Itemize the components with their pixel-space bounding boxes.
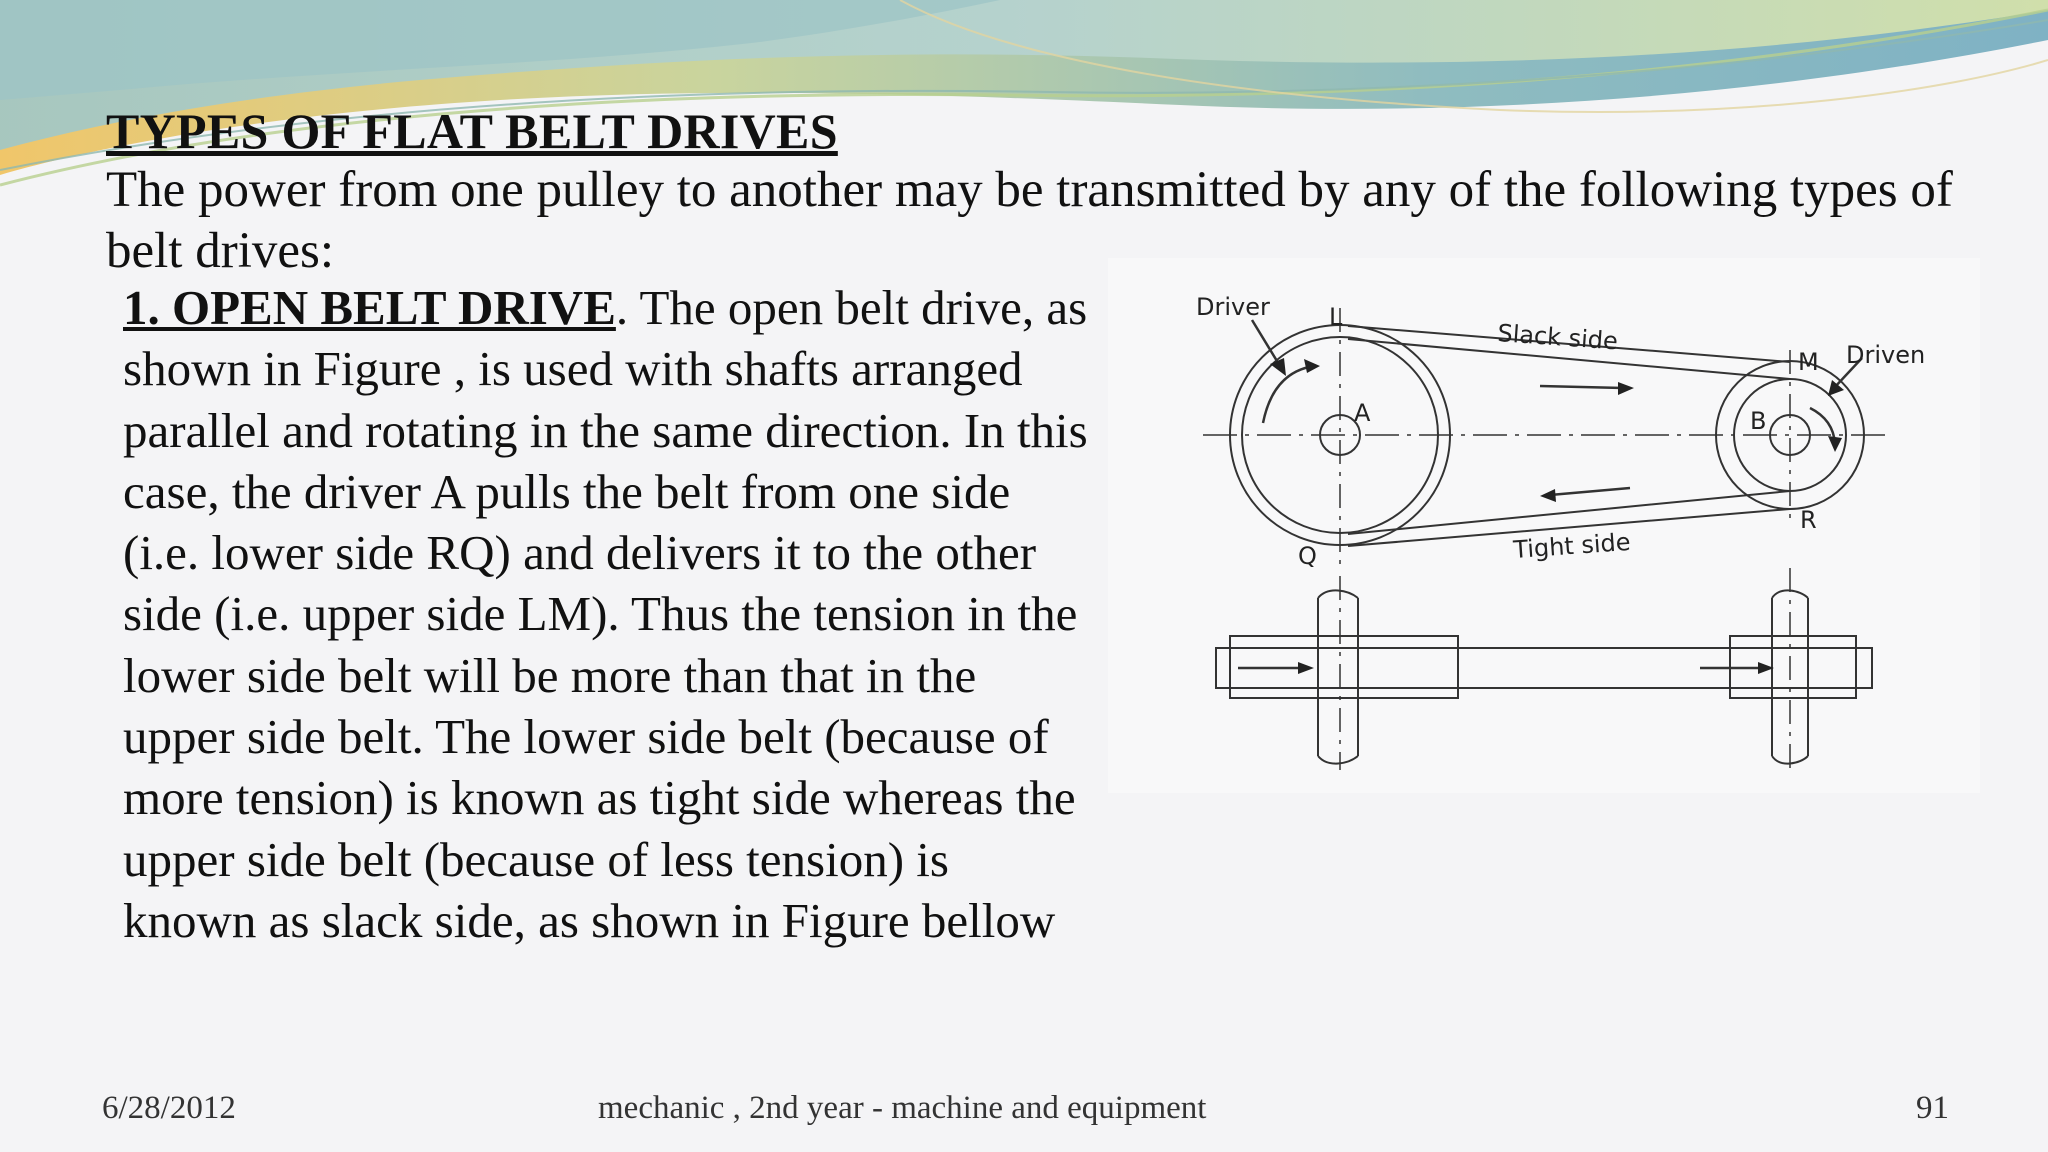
section-heading: 1. OPEN BELT DRIVE bbox=[123, 280, 616, 335]
label-driver: Driver bbox=[1196, 293, 1270, 321]
driver-rotation-arrow bbox=[1263, 366, 1314, 423]
open-belt-drive-paragraph bbox=[123, 277, 1093, 951]
label-driven: Driven bbox=[1846, 341, 1926, 369]
driver-pointer bbox=[1252, 320, 1280, 366]
shaft-a-breaks bbox=[1318, 590, 1358, 763]
slack-arrowhead bbox=[1618, 382, 1634, 395]
driver-pointer-arrowhead bbox=[1270, 358, 1286, 376]
section-body: . The open belt drive, as shown in Figure , is used with shafts arranged parallel and rotating in the same direction. In this case, the driver A pulls the belt from one side (i.e. lower side RQ) and delivers it to the other side (i.e. upper side LM). Thus the tension in the lower side belt will be more than that in the upper side belt. The lower side belt (because of more tension) is known as tight side whereas the upper side belt (because of less tension) is known as slack side, as shown in Figure bellow bbox=[123, 280, 1088, 948]
label-b: B bbox=[1750, 407, 1767, 435]
label-a: A bbox=[1354, 399, 1371, 427]
label-slack-side: Slack side bbox=[1496, 319, 1619, 356]
label-r: R bbox=[1800, 506, 1817, 534]
slide-title: TYPES OF FLAT BELT DRIVES bbox=[106, 103, 838, 159]
label-q: Q bbox=[1298, 542, 1317, 570]
open-belt-drive-diagram bbox=[1108, 258, 1980, 793]
tight-arrowhead bbox=[1540, 489, 1556, 502]
shaft-a bbox=[1318, 598, 1358, 756]
side-arrowhead-left bbox=[1298, 662, 1314, 674]
label-m: M bbox=[1798, 348, 1819, 376]
intro-paragraph: The power from one pulley to another may be transmitted by any of the following types of belt drives: bbox=[106, 162, 1953, 279]
slack-direction-arrow bbox=[1540, 386, 1623, 388]
footer-course-title: mechanic , 2nd year - machine and equipment bbox=[598, 1090, 1207, 1126]
driven-rotation-arrowhead bbox=[1828, 436, 1842, 452]
label-tight-side: Tight side bbox=[1512, 527, 1632, 564]
label-l: L bbox=[1329, 303, 1343, 331]
driver-rotation-arrowhead bbox=[1304, 359, 1320, 373]
tight-direction-arrow bbox=[1550, 488, 1630, 495]
footer-date: 6/28/2012 bbox=[102, 1090, 236, 1126]
footer-page-number: 91 bbox=[1916, 1090, 1949, 1126]
